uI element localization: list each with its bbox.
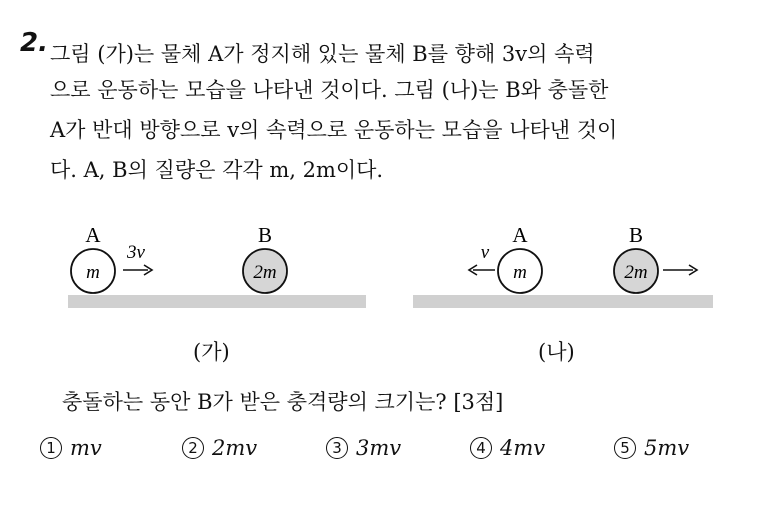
stem-line-3: A가 반대 방향으로 v의 속력으로 운동하는 모습을 나타낸 것이 <box>50 118 618 142</box>
mass-a-ga: m <box>86 262 100 283</box>
label-a-na: A <box>512 223 528 247</box>
arrow-right-icon <box>663 265 697 275</box>
label-a-ga: A <box>85 223 101 247</box>
choice-4[interactable] <box>470 436 545 460</box>
choice-value-1: mv <box>70 436 102 460</box>
figure-ga <box>60 210 380 324</box>
mass-b-na: 2m <box>624 262 648 283</box>
arrow-right-icon <box>123 265 152 275</box>
choice-2[interactable] <box>182 436 257 460</box>
choice-marker-3: 3 <box>326 437 348 459</box>
velocity-label-ga: 3v <box>127 242 145 263</box>
choice-value-5: 5mv <box>644 436 690 460</box>
caption-na: (나) <box>538 340 575 364</box>
caption-ga: (가) <box>193 340 230 364</box>
choice-marker-2: 2 <box>182 437 204 459</box>
choice-marker-5: 5 <box>614 437 636 459</box>
label-b-ga: B <box>257 223 273 247</box>
choice-5[interactable] <box>614 436 689 460</box>
arrow-left-icon <box>469 265 495 275</box>
choice-1[interactable] <box>40 436 102 460</box>
question-stem <box>50 34 760 74</box>
choice-marker-4: 4 <box>470 437 492 459</box>
stem-line-4: 다. A, B의 질량은 각각 m, 2m이다. <box>50 158 384 182</box>
mass-a-na: m <box>513 262 527 283</box>
stem-line-2: 으로 운동하는 모습을 나타낸 것이다. 그림 (나)는 B와 충돌한 <box>50 78 609 102</box>
choice-value-4: 4mv <box>500 436 546 460</box>
mass-b-ga: 2m <box>253 262 277 283</box>
ground-na <box>413 295 713 308</box>
choice-value-2: 2mv <box>212 436 258 460</box>
velocity-label-na: v <box>480 242 490 263</box>
choice-3[interactable] <box>326 436 401 460</box>
question-prompt: 충돌하는 동안 B가 받은 충격량의 크기는? [3점] <box>62 390 504 414</box>
figure-na <box>405 210 725 324</box>
stem-line-1: 그림 (가)는 물체 A가 정지해 있는 물체 B를 향해 3v의 속력 <box>50 42 595 66</box>
choice-value-3: 3mv <box>356 436 402 460</box>
choice-marker-1: 1 <box>40 437 62 459</box>
ground-ga <box>68 295 366 308</box>
label-b-na: B <box>628 223 644 247</box>
question-number: 2. <box>20 28 48 58</box>
